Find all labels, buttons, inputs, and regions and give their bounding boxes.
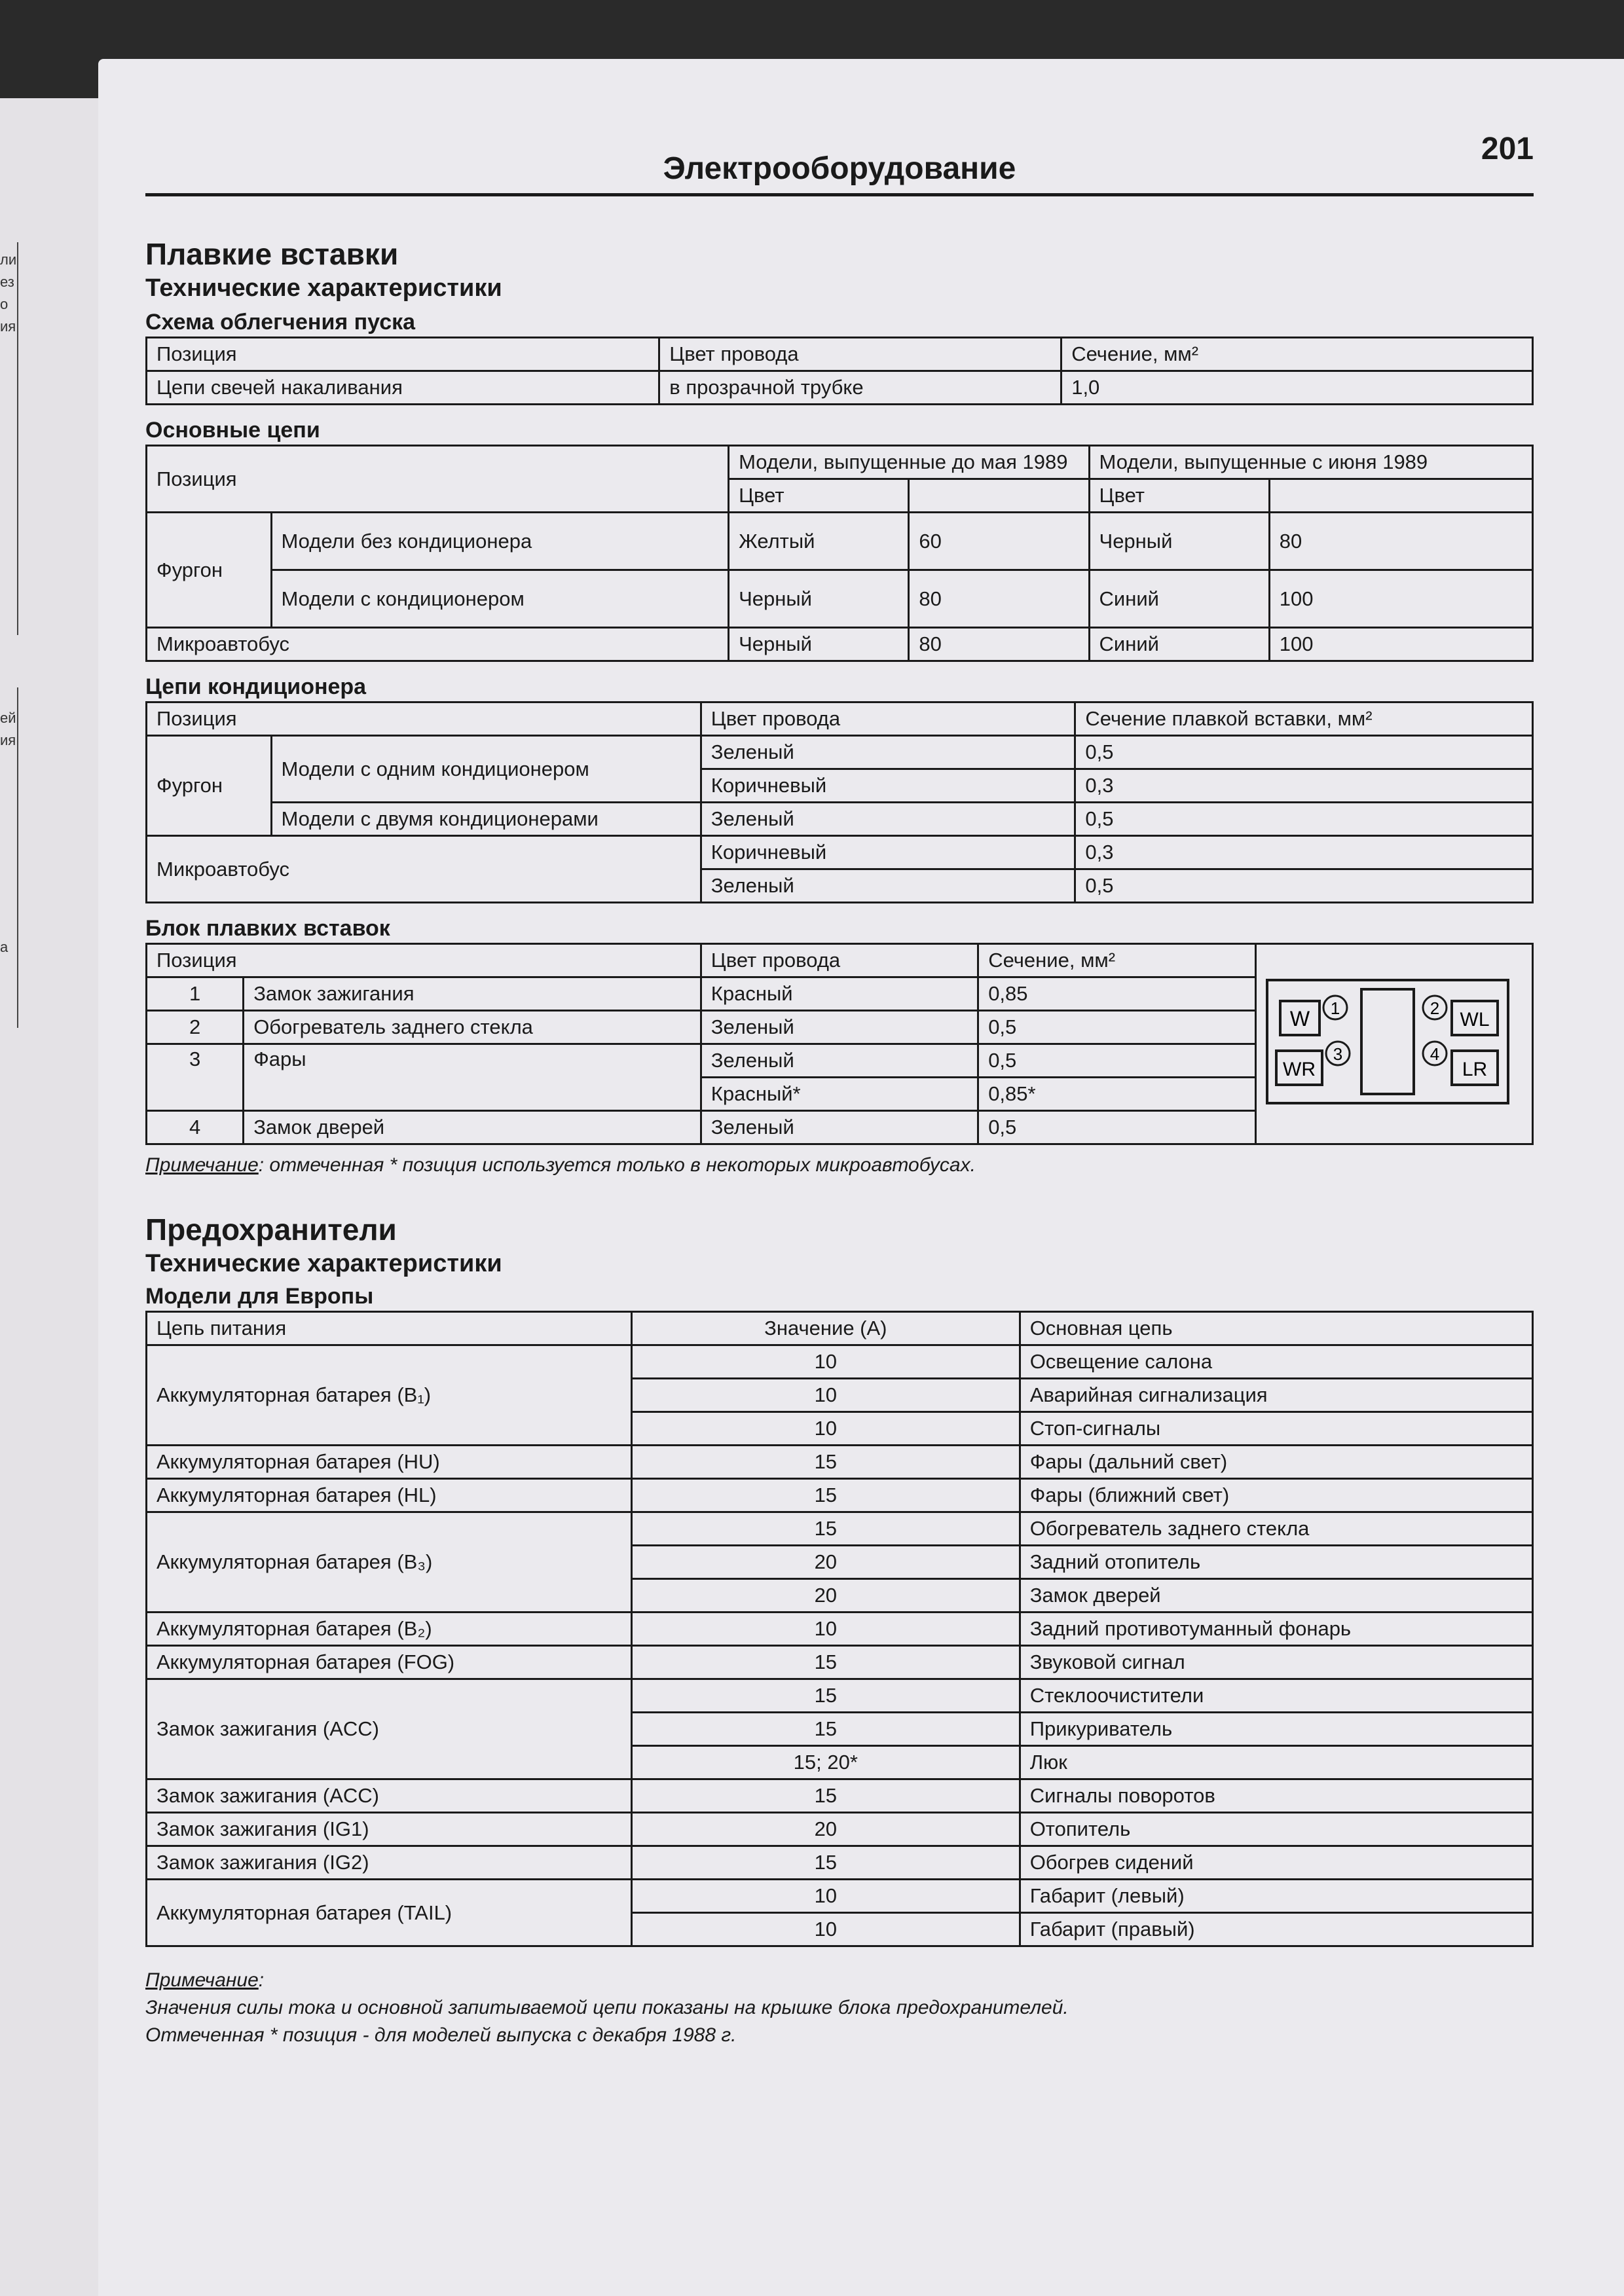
cell-main-circuit: Сигналы поворотов bbox=[1020, 1779, 1532, 1813]
note-line: Значения силы тока и основной запитываемой цепи показаны на крышке блока предохранителей. bbox=[145, 1997, 1069, 2018]
chapter-title: Электрооборудование bbox=[145, 151, 1534, 196]
fuse-block-note bbox=[145, 1152, 1534, 1179]
cell-power-source: Аккумуляторная батарея (B₁) bbox=[147, 1345, 632, 1446]
fuse-block-diagram-cell bbox=[1255, 944, 1532, 1144]
position-3-number: 3 bbox=[1333, 1044, 1342, 1064]
cell-main-circuit: Фары (ближний свет) bbox=[1020, 1479, 1532, 1512]
glow-table-title: Схема облегчения пуска bbox=[145, 310, 416, 335]
cell-main-circuit: Аварийная сигнализация bbox=[1020, 1379, 1532, 1412]
header-value-after bbox=[1269, 479, 1532, 513]
cell-power-source: Аккумуляторная батарея (FOG) bbox=[147, 1646, 632, 1679]
cell-color: Черный bbox=[729, 628, 909, 661]
cell-color: Зеленый bbox=[701, 869, 1075, 903]
table-row bbox=[147, 1779, 1533, 1813]
cell-name: Обогреватель заднего стекла bbox=[244, 1011, 701, 1044]
cell-number: 4 bbox=[147, 1111, 244, 1144]
header-position: Позиция bbox=[147, 446, 729, 513]
cell-main-circuit: Обогрев сидений bbox=[1020, 1846, 1532, 1880]
cell-van: Фургон bbox=[147, 513, 272, 628]
terminal-wr-label: WR bbox=[1282, 1058, 1316, 1080]
cell-color: Зеленый bbox=[701, 736, 1075, 769]
section-subtitle: Технические характеристики bbox=[145, 274, 502, 302]
cell-section: 0,85* bbox=[978, 1078, 1255, 1111]
note-colon: : bbox=[258, 1969, 265, 1991]
cell-main-circuit: Задний отопитель bbox=[1020, 1546, 1532, 1579]
header-position: Позиция bbox=[147, 944, 701, 977]
left-page-edge bbox=[0, 98, 102, 2296]
cell-current-value: 10 bbox=[631, 1913, 1020, 1946]
cell-power-source: Аккумуляторная батарея (HL) bbox=[147, 1479, 632, 1512]
table-row bbox=[147, 1846, 1533, 1880]
cell-main-circuit: Обогреватель заднего стекла bbox=[1020, 1512, 1532, 1546]
position-2-number: 2 bbox=[1430, 998, 1439, 1018]
cell-wire-color: в прозрачной трубке bbox=[659, 371, 1061, 405]
table-row bbox=[147, 628, 1533, 661]
cell-color: Красный* bbox=[701, 1078, 978, 1111]
cell-power-source: Замок зажигания (ACC) bbox=[147, 1779, 632, 1813]
cell-power-source: Замок зажигания (IG2) bbox=[147, 1846, 632, 1880]
cell-main-circuit: Освещение салона bbox=[1020, 1345, 1532, 1379]
left-page-fragment: ия bbox=[0, 732, 16, 748]
book-page bbox=[98, 59, 1624, 2296]
cell-value: 100 bbox=[1269, 570, 1532, 628]
header-before-may-1989: Модели, выпущенные до мая 1989 bbox=[729, 446, 1089, 479]
cell-color: Синий bbox=[1089, 628, 1269, 661]
header-current-value: Значение (А) bbox=[631, 1312, 1020, 1345]
terminal-lr-label: LR bbox=[1462, 1058, 1487, 1080]
table-header-row bbox=[147, 446, 1533, 479]
cell-value: 100 bbox=[1269, 628, 1532, 661]
table-header-row bbox=[147, 944, 1533, 977]
fuse-block-title: Блок плавких вставок bbox=[145, 916, 390, 941]
table-row bbox=[147, 1512, 1533, 1546]
cell-position: Цепи свечей накаливания bbox=[147, 371, 659, 405]
ac-circuits-title: Цепи кондиционера bbox=[145, 674, 367, 699]
table-row bbox=[147, 1345, 1533, 1379]
cell-current-value: 10 bbox=[631, 1412, 1020, 1446]
cell-color: Зеленый bbox=[701, 1044, 978, 1078]
header-power-source: Цепь питания bbox=[147, 1312, 632, 1345]
cell-number: 1 bbox=[147, 977, 244, 1011]
table-row bbox=[147, 1813, 1533, 1846]
cell-color: Коричневый bbox=[701, 836, 1075, 869]
cell-main-circuit: Замок дверей bbox=[1020, 1579, 1532, 1613]
left-page-fragment: о bbox=[0, 296, 9, 312]
position-1-number: 1 bbox=[1330, 998, 1340, 1018]
cell-color: Коричневый bbox=[701, 769, 1075, 803]
cell-main-circuit: Задний противотуманный фонарь bbox=[1020, 1613, 1532, 1646]
section-subtitle: Технические характеристики bbox=[145, 1250, 502, 1277]
cell-main-circuit: Отопитель bbox=[1020, 1813, 1532, 1846]
cell-color: Синий bbox=[1089, 570, 1269, 628]
cell-current-value: 20 bbox=[631, 1546, 1020, 1579]
table-row bbox=[147, 836, 1533, 869]
cell-value: 80 bbox=[1269, 513, 1532, 570]
fuses-note bbox=[145, 1967, 1534, 2049]
header-main-circuit: Основная цепь bbox=[1020, 1312, 1532, 1345]
cell-power-source: Аккумуляторная батарея (B₃) bbox=[147, 1512, 632, 1613]
cell-current-value: 15 bbox=[631, 1713, 1020, 1746]
cell-current-value: 15 bbox=[631, 1446, 1020, 1479]
block-body bbox=[1361, 989, 1414, 1094]
cell-main-circuit: Стоп-сигналы bbox=[1020, 1412, 1532, 1446]
table-header-row bbox=[147, 338, 1533, 371]
cell-section: 0,5 bbox=[978, 1044, 1255, 1078]
cell-main-circuit: Стеклоочистители bbox=[1020, 1679, 1532, 1713]
cell-power-source: Аккумуляторная батарея (HU) bbox=[147, 1446, 632, 1479]
fusible-links-section bbox=[145, 236, 1534, 1179]
left-page-fragment: а bbox=[0, 939, 9, 955]
cell-section: 0,3 bbox=[1075, 769, 1533, 803]
cell-main-circuit: Фары (дальний свет) bbox=[1020, 1446, 1532, 1479]
terminal-w-label: W bbox=[1289, 1006, 1310, 1030]
cell-current-value: 15; 20* bbox=[631, 1746, 1020, 1779]
left-page-fragment: ей bbox=[0, 710, 16, 726]
header-after-june-1989: Модели, выпущенные с июня 1989 bbox=[1089, 446, 1532, 479]
note-text: : отмеченная * позиция используется только в некоторых микроавтобусах. bbox=[258, 1154, 976, 1176]
cell-value: 60 bbox=[909, 513, 1089, 570]
fuse-block-diagram bbox=[1263, 976, 1512, 1107]
table-row bbox=[147, 1446, 1533, 1479]
table-row bbox=[147, 736, 1533, 769]
cell-current-value: 15 bbox=[631, 1679, 1020, 1713]
cell-section: 0,5 bbox=[978, 1011, 1255, 1044]
cell-power-source: Замок зажигания (ACC) bbox=[147, 1679, 632, 1779]
cell-value: 80 bbox=[909, 628, 1089, 661]
cell-color: Зеленый bbox=[701, 1111, 978, 1144]
table-row bbox=[147, 803, 1533, 836]
cell-current-value: 10 bbox=[631, 1880, 1020, 1913]
cell-section: 1,0 bbox=[1061, 371, 1533, 405]
cell-power-source: Аккумуляторная батарея (B₂) bbox=[147, 1613, 632, 1646]
header-wire-color: Цвет провода bbox=[659, 338, 1061, 371]
position-4-number: 4 bbox=[1430, 1044, 1439, 1064]
cell-current-value: 10 bbox=[631, 1613, 1020, 1646]
header-position: Позиция bbox=[147, 702, 701, 736]
cell-color: Черный bbox=[729, 570, 909, 628]
table-row bbox=[147, 513, 1533, 570]
cell-name: Замок дверей bbox=[244, 1111, 701, 1144]
cell-van: Фургон bbox=[147, 736, 272, 836]
table-row bbox=[147, 1880, 1533, 1913]
cell-main-circuit: Габарит (левый) bbox=[1020, 1880, 1532, 1913]
header-wire-color: Цвет провода bbox=[701, 944, 978, 977]
left-page-fragment: ли bbox=[0, 251, 17, 268]
cell-power-source: Аккумуляторная батарея (TAIL) bbox=[147, 1880, 632, 1946]
cell-color: Зеленый bbox=[701, 803, 1075, 836]
page-number: 201 bbox=[1481, 132, 1534, 166]
main-circuits-table bbox=[145, 445, 1534, 662]
note-label: Примечание bbox=[145, 1969, 259, 1991]
cell-current-value: 10 bbox=[631, 1345, 1020, 1379]
cell-section: 0,3 bbox=[1075, 836, 1533, 869]
glow-plug-table bbox=[145, 337, 1534, 405]
cell-section: 0,5 bbox=[1075, 803, 1533, 836]
table-row bbox=[147, 371, 1533, 405]
table-header-row bbox=[147, 1312, 1533, 1345]
cell-power-source: Замок зажигания (IG1) bbox=[147, 1813, 632, 1846]
fuse-block-table bbox=[145, 943, 1534, 1145]
cell-current-value: 20 bbox=[631, 1579, 1020, 1613]
cell-color: Зеленый bbox=[701, 1011, 978, 1044]
cell-model: Модели с двумя кондиционерами bbox=[271, 803, 701, 836]
cell-main-circuit: Люк bbox=[1020, 1746, 1532, 1779]
cell-main-circuit: Габарит (правый) bbox=[1020, 1913, 1532, 1946]
main-circuits-title: Основные цепи bbox=[145, 418, 320, 443]
cell-model: Модели с одним кондиционером bbox=[271, 736, 701, 803]
cell-current-value: 15 bbox=[631, 1479, 1020, 1512]
fuses-section bbox=[145, 1211, 1534, 2049]
region-title: Модели для Европы bbox=[145, 1284, 374, 1309]
cell-name: Фары bbox=[244, 1044, 701, 1111]
header-wire-color: Цвет провода bbox=[701, 702, 1075, 736]
note-label: Примечание bbox=[145, 1154, 259, 1176]
cell-model: Микроавтобус bbox=[147, 836, 701, 903]
header-section: Сечение, мм² bbox=[978, 944, 1255, 977]
table-row bbox=[147, 1646, 1533, 1679]
cell-current-value: 15 bbox=[631, 1846, 1020, 1880]
cell-color: Красный bbox=[701, 977, 978, 1011]
cell-model: Микроавтобус bbox=[147, 628, 729, 661]
cell-color: Черный bbox=[1089, 513, 1269, 570]
ac-circuits-table bbox=[145, 701, 1534, 903]
cell-section: 0,5 bbox=[1075, 736, 1533, 769]
table-row bbox=[147, 1479, 1533, 1512]
table-header-row bbox=[147, 702, 1533, 736]
cell-main-circuit: Звуковой сигнал bbox=[1020, 1646, 1532, 1679]
header-section: Сечение, мм² bbox=[1061, 338, 1533, 371]
header-section: Сечение плавкой вставки, мм² bbox=[1075, 702, 1533, 736]
cell-section: 0,5 bbox=[978, 1111, 1255, 1144]
cell-number: 3 bbox=[147, 1044, 244, 1111]
header-color-before: Цвет bbox=[729, 479, 909, 513]
cell-section: 0,5 bbox=[1075, 869, 1533, 903]
header-position: Позиция bbox=[147, 338, 659, 371]
cell-model: Модели с кондиционером bbox=[271, 570, 729, 628]
left-page-fragment: ия bbox=[0, 318, 16, 335]
cell-name: Замок зажигания bbox=[244, 977, 701, 1011]
cell-main-circuit: Прикуриватель bbox=[1020, 1713, 1532, 1746]
table-row bbox=[147, 570, 1533, 628]
header-color-after: Цвет bbox=[1089, 479, 1269, 513]
table-row bbox=[147, 1613, 1533, 1646]
cell-color: Желтый bbox=[729, 513, 909, 570]
left-page-fragment: ез bbox=[0, 274, 14, 290]
cell-current-value: 20 bbox=[631, 1813, 1020, 1846]
cell-current-value: 15 bbox=[631, 1779, 1020, 1813]
section-title: Плавкие вставки bbox=[145, 237, 399, 271]
table-row bbox=[147, 1679, 1533, 1713]
cell-number: 2 bbox=[147, 1011, 244, 1044]
cell-section: 0,85 bbox=[978, 977, 1255, 1011]
fuses-table bbox=[145, 1311, 1534, 1947]
header-value-before bbox=[909, 479, 1089, 513]
section-title: Предохранители bbox=[145, 1212, 397, 1247]
note-line: Отмеченная * позиция - для моделей выпуска с декабря 1988 г. bbox=[145, 2024, 737, 2046]
cell-current-value: 15 bbox=[631, 1646, 1020, 1679]
cell-current-value: 15 bbox=[631, 1512, 1020, 1546]
cell-model: Модели без кондиционера bbox=[271, 513, 729, 570]
cell-current-value: 10 bbox=[631, 1379, 1020, 1412]
terminal-wl-label: WL bbox=[1460, 1008, 1490, 1030]
cell-value: 80 bbox=[909, 570, 1089, 628]
